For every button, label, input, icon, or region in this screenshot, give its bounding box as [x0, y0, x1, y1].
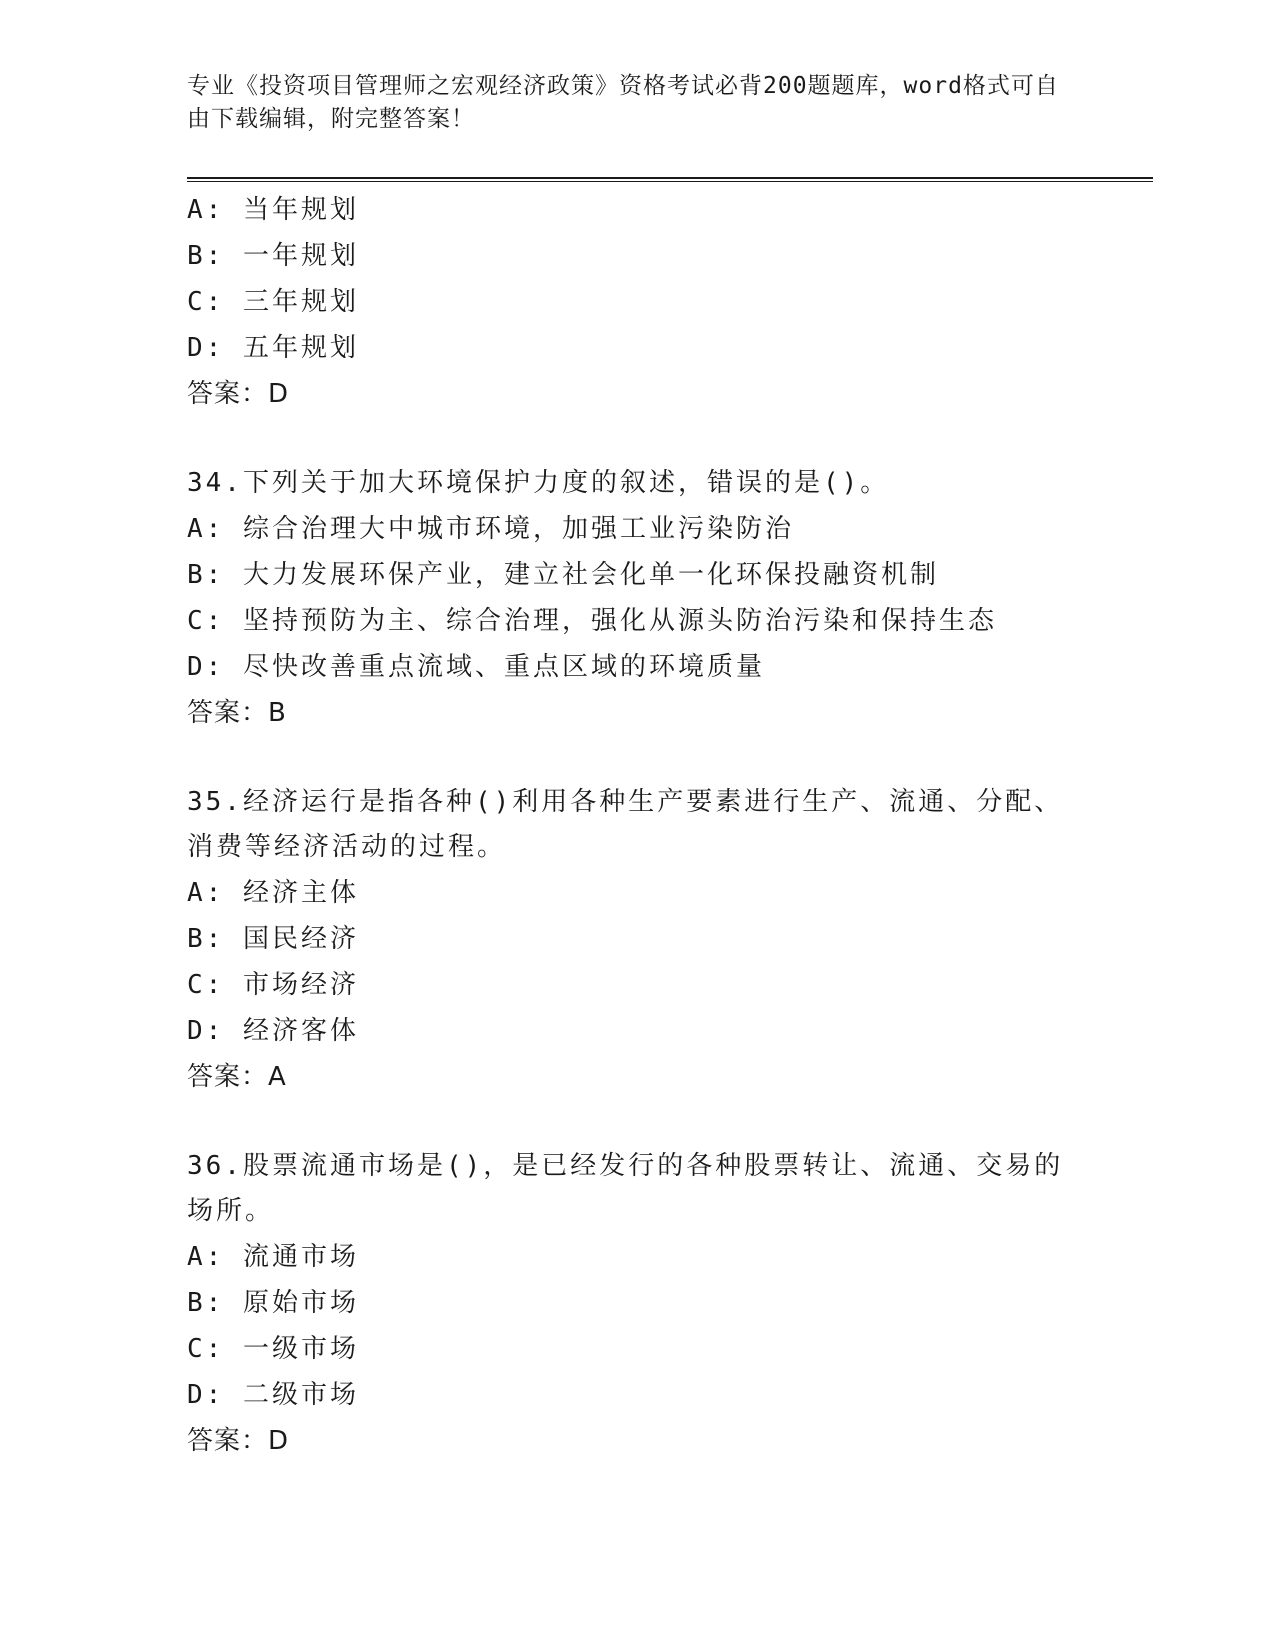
option-d: D: 二级市场	[187, 1380, 359, 1410]
option-a: A: 流通市场	[187, 1242, 359, 1272]
option-b: B: 国民经济	[187, 924, 359, 954]
answer-line	[187, 690, 1067, 736]
option-b: B: 原始市场	[187, 1288, 359, 1318]
answer-label: 答案：	[187, 379, 269, 409]
document-header: 专业《投资项目管理师之宏观经济政策》资格考试必背200题题库，word格式可自由下载编辑，附完整答案！	[187, 73, 1059, 132]
option-a: A: 综合治理大中城市环境，加强工业污染防治	[187, 514, 794, 544]
option-a: A: 当年规划	[187, 195, 359, 225]
question-block-34	[187, 461, 1067, 736]
answer-label: 答案：	[187, 1062, 269, 1092]
option-b: B: 大力发展环保产业，建立社会化单一化环保投融资机制	[187, 560, 939, 590]
answer-line	[187, 1418, 1067, 1464]
option-a: A: 经济主体	[187, 878, 359, 908]
header-divider	[187, 177, 1153, 182]
option-c: C: 一级市场	[187, 1334, 359, 1364]
question-block-33	[187, 187, 1067, 417]
option-c: C: 三年规划	[187, 287, 359, 317]
answer-value: D	[268, 379, 290, 409]
answer-value: D	[268, 1426, 290, 1456]
answer-label: 答案：	[187, 698, 269, 728]
answer-line	[187, 371, 1067, 417]
option-c: C: 市场经济	[187, 970, 359, 1000]
option-d: D: 尽快改善重点流域、重点区域的环境质量	[187, 652, 765, 682]
question-block-36	[187, 1144, 1067, 1464]
answer-label: 答案：	[187, 1426, 269, 1456]
question-stem: 35.经济运行是指各种()利用各种生产要素进行生产、流通、分配、消费等经济活动的过程。	[187, 787, 1064, 862]
question-stem: 34.下列关于加大环境保护力度的叙述，错误的是()。	[187, 468, 890, 498]
answer-value: A	[268, 1062, 287, 1092]
answer-value: B	[268, 698, 287, 728]
question-list	[187, 187, 1067, 1464]
option-b: B: 一年规划	[187, 241, 359, 271]
question-stem: 36.股票流通市场是()，是已经发行的各种股票转让、流通、交易的场所。	[187, 1151, 1064, 1226]
option-d: D: 五年规划	[187, 333, 359, 363]
option-d: D: 经济客体	[187, 1016, 359, 1046]
option-c: C: 坚持预防为主、综合治理，强化从源头防治污染和保持生态	[187, 606, 997, 636]
answer-line	[187, 1054, 1067, 1100]
question-block-35	[187, 780, 1067, 1100]
